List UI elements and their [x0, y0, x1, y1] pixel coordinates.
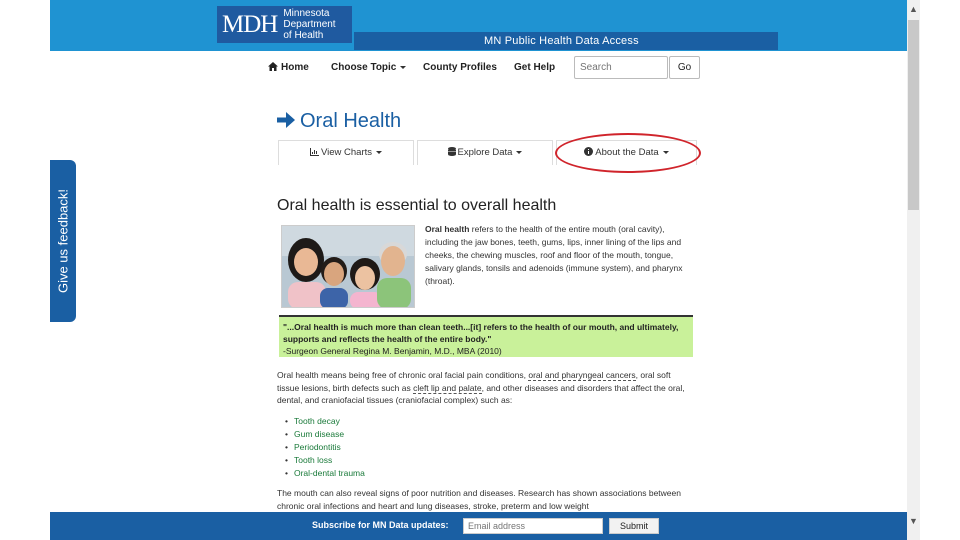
- nav-home[interactable]: [268, 62, 309, 73]
- tab-explore-data[interactable]: [417, 140, 553, 165]
- list-item[interactable]: • Gum disease: [285, 428, 365, 441]
- nav-choose-topic[interactable]: [331, 62, 406, 73]
- feedback-tab[interactable]: [50, 160, 76, 322]
- list-item[interactable]: • Periodontitis: [285, 441, 365, 454]
- logo-wordmark: [283, 8, 335, 41]
- intro-term: Oral health: [425, 224, 470, 234]
- tab-about-the-data-label: About the Data: [595, 147, 659, 158]
- logo-mark: MDH: [222, 10, 278, 38]
- nav-county-profiles[interactable]: [423, 62, 497, 73]
- nav-choose-topic-label: Choose Topic: [331, 62, 397, 73]
- arrow-right-icon: [277, 112, 295, 128]
- main-nav: [262, 55, 700, 81]
- logo-line-1: Minnesota: [283, 8, 330, 19]
- scroll-up-arrow-icon[interactable]: ▲: [909, 4, 918, 14]
- tab-view-charts-label: View Charts: [320, 147, 373, 158]
- highlight-annotation-circle: [555, 133, 701, 173]
- list-item[interactable]: • Tooth loss: [285, 454, 365, 467]
- home-icon: [268, 62, 278, 71]
- nav-get-help[interactable]: [514, 62, 555, 73]
- mdh-logo[interactable]: [217, 6, 352, 43]
- chevron-down-icon: [376, 151, 382, 154]
- logo-line-3: of Health: [283, 30, 324, 41]
- page-title: [277, 110, 401, 133]
- subscribe-label: Subscribe for MN Data updates:: [312, 520, 449, 530]
- site-title: MN Public Health Data Access: [484, 35, 639, 47]
- list-item[interactable]: • Oral-dental trauma: [285, 467, 365, 480]
- body-paragraph-2: The mouth can also reveal signs of poor nutrition and diseases. Research has shown associations between chronic oral infections and heart and lung diseases, stroke, preterm and low weight: [277, 488, 681, 511]
- intro-paragraph: [425, 223, 695, 288]
- scroll-down-arrow-icon[interactable]: ▼: [909, 516, 918, 526]
- nav-county-profiles-label: County Profiles: [423, 62, 497, 73]
- logo-line-2: Department: [283, 19, 336, 30]
- para1-text-a: Oral health means being free of chronic oral facial pain conditions,: [277, 370, 529, 380]
- chevron-down-icon: [516, 151, 522, 154]
- list-item[interactable]: • Tooth decay: [285, 415, 365, 428]
- family-photo: [281, 225, 415, 308]
- oral-pharyngeal-cancers-link[interactable]: oral and pharyngeal cancers: [528, 370, 636, 380]
- bar-chart-icon: [310, 148, 319, 156]
- database-icon: [448, 147, 456, 156]
- family-illustration: [282, 226, 415, 308]
- chevron-down-icon: [400, 66, 406, 69]
- site-title-bar: [354, 32, 778, 50]
- email-field[interactable]: [463, 518, 603, 534]
- tab-view-charts[interactable]: [278, 140, 414, 165]
- quote-box: [279, 315, 693, 357]
- nav-home-label: Home: [281, 62, 309, 73]
- search-input[interactable]: [574, 56, 668, 79]
- quote-text: "...Oral health is much more than clean teeth...[it] refers to the health of our mouth, and ultimately, supports and reflects the health of the entire body.": [283, 322, 679, 344]
- go-button[interactable]: Go: [669, 56, 700, 79]
- feedback-label: Give us feedback!: [55, 188, 71, 294]
- scrollbar-thumb[interactable]: [908, 20, 919, 210]
- nav-get-help-label: Get Help: [514, 62, 556, 73]
- quote-attribution: -Surgeon General Regina M. Benjamin, M.D., MBA (2010): [283, 346, 502, 356]
- submit-button[interactable]: Submit: [609, 518, 659, 534]
- cleft-lip-palate-link[interactable]: cleft lip and palate: [413, 382, 482, 393]
- intro-text: refers to the health of the entire mouth (oral cavity), including the jaw bones, teeth, gums, lips, inner lining of the lips and cheeks, the chewing muscles, roof and floor of the mouth, tongue, salivary glands, tonsils and adenoids (immune system), and pharynx (throat).: [425, 224, 683, 286]
- section-heading: Oral health is essential to overall health: [277, 197, 557, 214]
- subscribe-footer: [50, 512, 907, 540]
- page-title-text: Oral Health: [300, 110, 402, 132]
- para1-text-b: , oral soft tissue lesions, birth defects such as: [277, 370, 671, 393]
- tab-explore-data-label: Explore Data: [457, 147, 513, 158]
- conditions-list: [285, 415, 365, 480]
- body-paragraph-1: [277, 369, 695, 407]
- para1-text-c: , and other diseases and disorders that affect the oral, dental, and craniofacial tissues (craniofacial complex) such as:: [277, 382, 685, 405]
